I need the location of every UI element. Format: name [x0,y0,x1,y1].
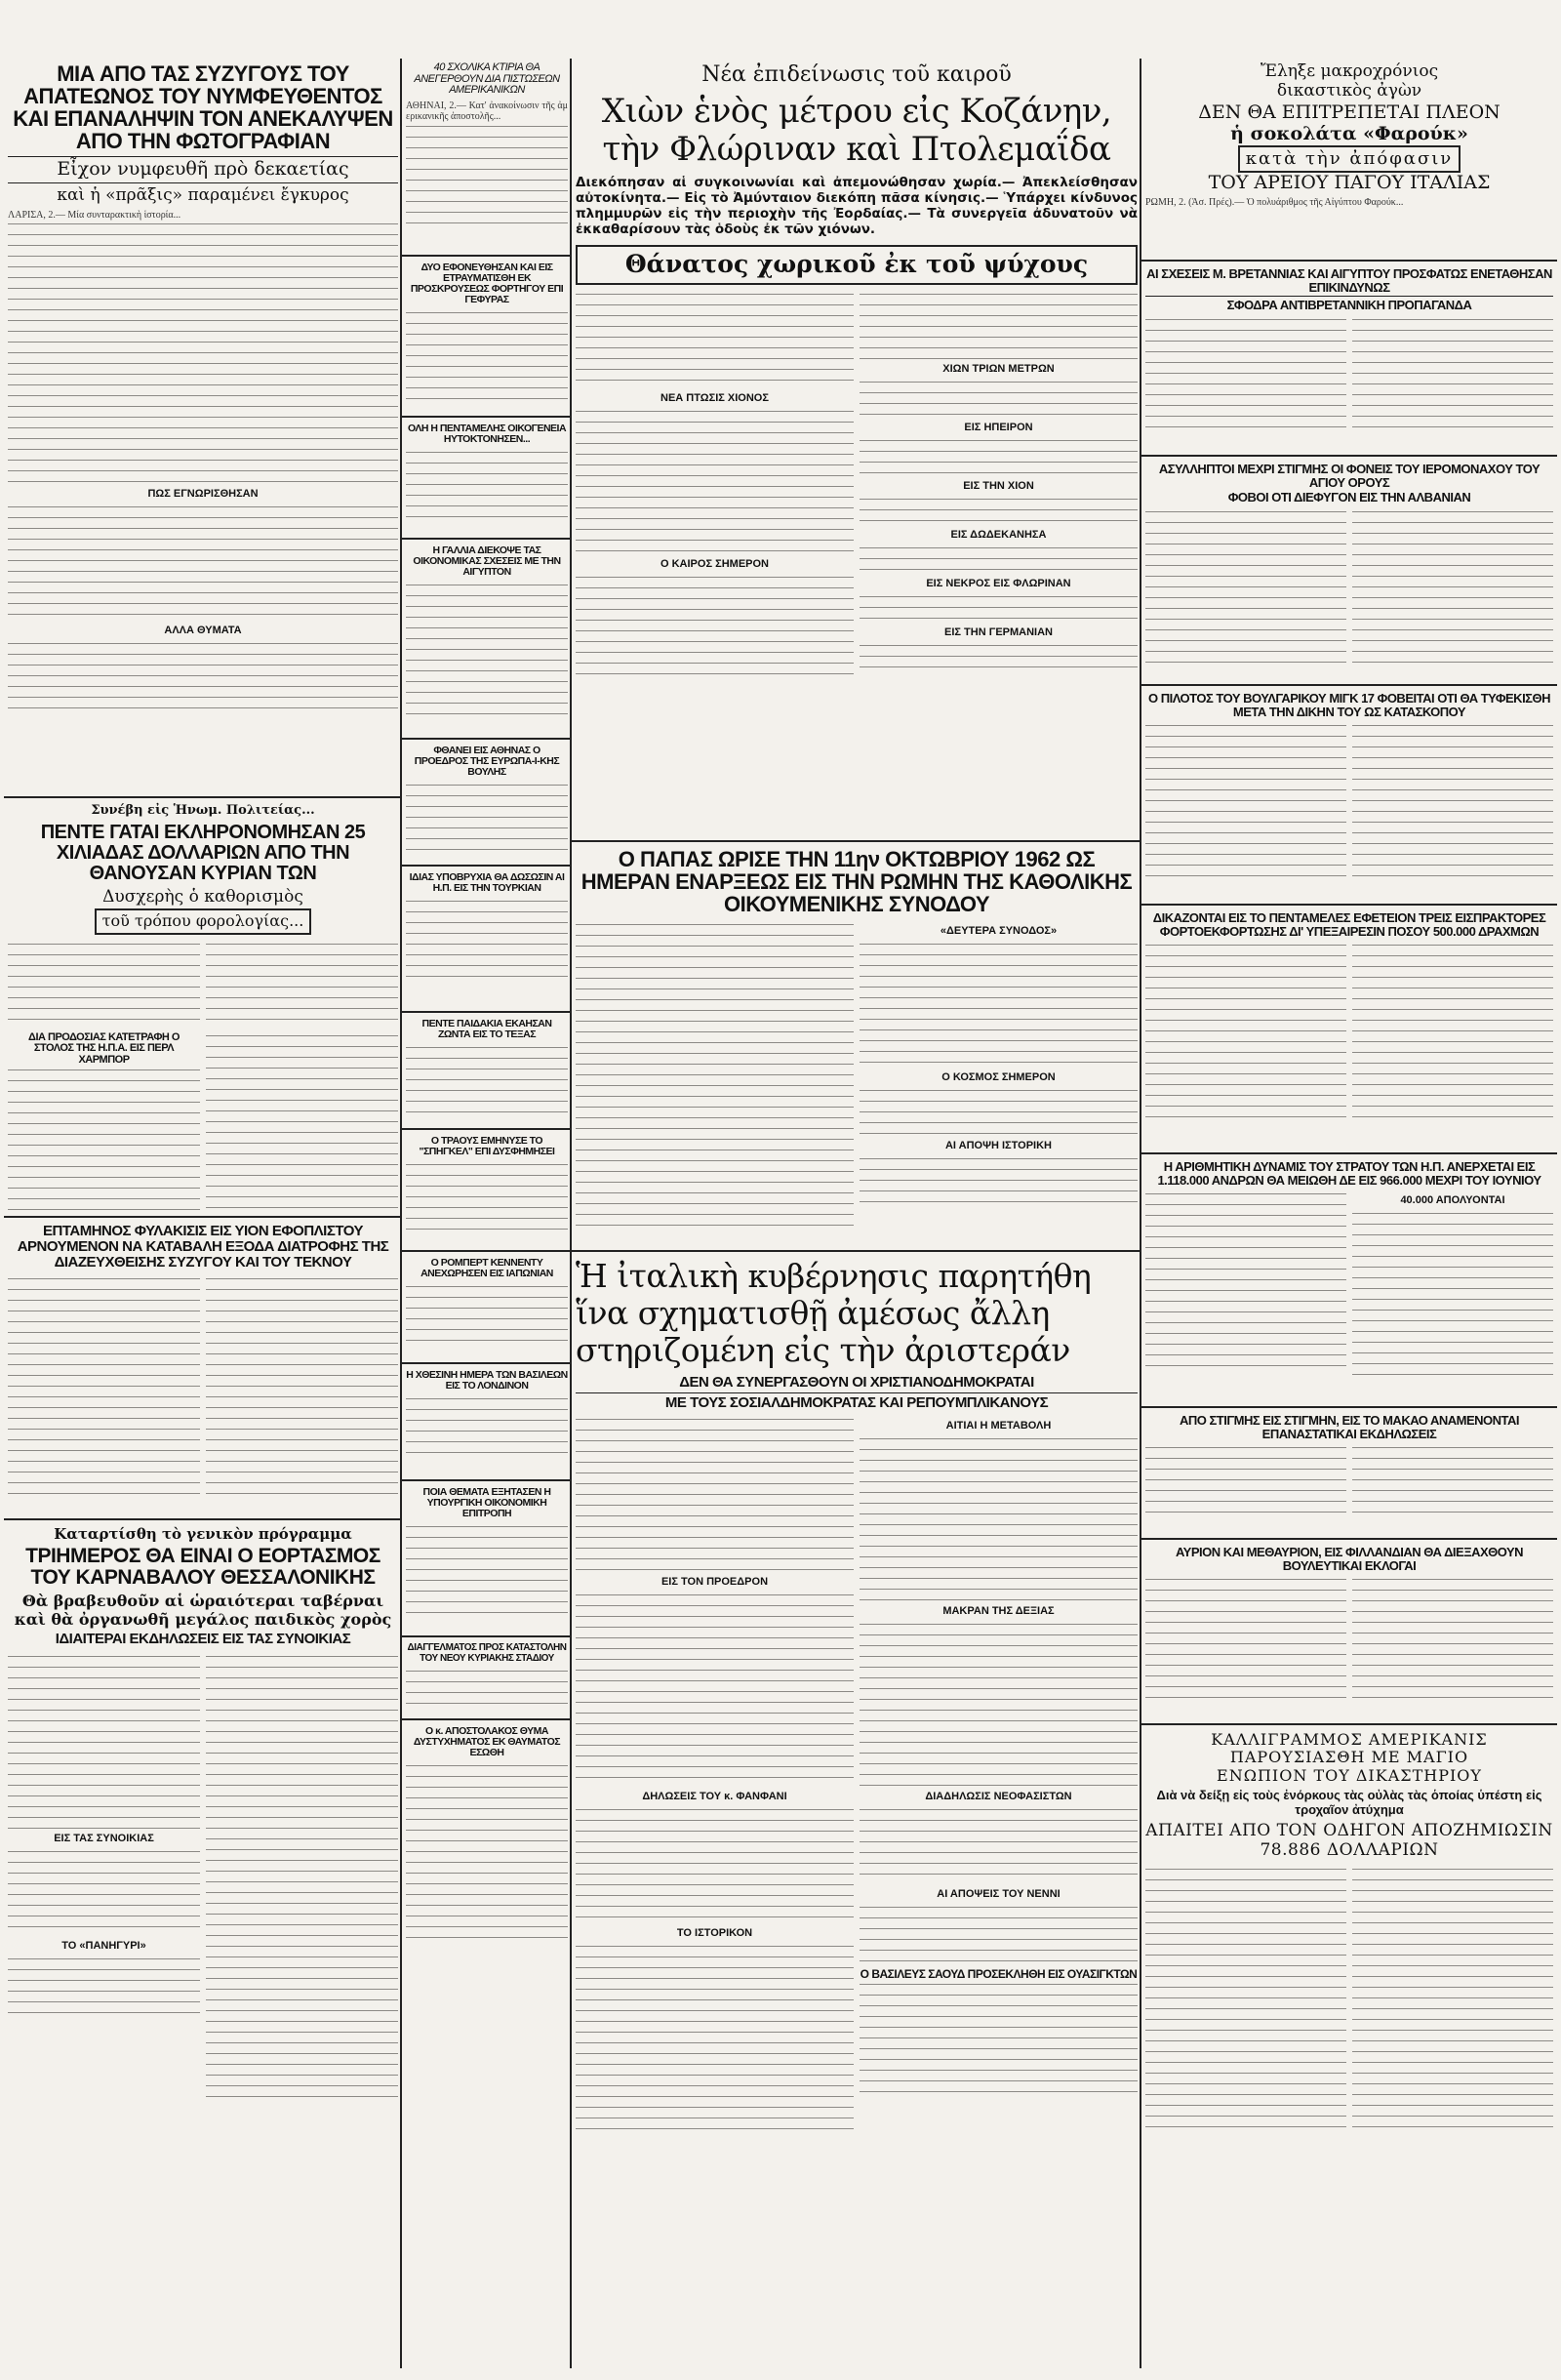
body-text [1145,942,1346,1117]
subheadline: ΑΠΑΙΤΕΙ ΑΠΟ ΤΟΝ ΟΔΗΓΟΝ ΑΠΟΖΗΜΙΩΣΙΝ 78.886 ΔΟΛΛΑΡΙΩΝ [1145,1821,1553,1860]
section-label: ΔΗΛΩΣΕΙΣ ΤΟΥ κ. ΦΑΝΦΑΝΙ [642,1791,787,1803]
headline: ΔΥΟ ΕΦΟΝΕΥΘΗΣΑΝ ΚΑΙ ΕΙΣ ΕΤΡΑΥΜΑΤΙΣΘΗ ΕΚ ΠΡΟΣΚΡΟΥΣΕΩΣ ΦΟΡΤΗΓΟΥ ΕΠΙ ΓΕΦΥΡΑΣ [410,262,564,306]
section-label: Ο ΚΟΣΜΟΣ ΣΗΜΕΡΟΝ [941,1071,1056,1084]
body-text [1352,508,1553,665]
body-text [860,1435,1138,1601]
article-texas [402,1013,572,1130]
article-faruk [1141,57,1557,262]
body-text [8,1848,200,1936]
body-text [576,1416,854,1572]
body-text [860,496,1138,525]
body-text [860,379,1138,418]
body-text [8,221,398,484]
article-shipowner [4,1218,402,1520]
article-stadium [402,1637,572,1720]
body-text [860,545,1138,574]
body-text [206,941,398,1029]
body-text [406,1161,568,1230]
headline: ΠΑΡΟΥΣΙΑΣΘΗ ΜΕ ΜΑΓΙΟ [1229,1748,1469,1767]
body-text [1352,1576,1553,1703]
body-text [1352,1210,1553,1376]
body-text [1352,722,1553,878]
article-army [1141,1154,1557,1408]
body-text [406,1762,568,1938]
kicker: Νέα ἐπιδείνωσις τοῦ καιροῦ [701,62,1012,87]
body-text [860,437,1138,476]
headline: ΔΕΝ ΘΑ ΕΠΙΤΡΕΠΕΤΑΙ ΠΛΕΟΝ [1198,101,1501,124]
body-text [1352,1444,1553,1522]
headline: ἡ σοκολάτα «Φαρούκ» [1230,122,1468,144]
body-text [406,1283,568,1342]
body-text [860,642,1138,671]
section-label: «ΔΕΥΤΕΡΑ ΣΥΝΟΔΟΣ» [940,925,1058,938]
dateline: ΛΑΡΙΣΑ, 2.— Μία συνταρακτικὴ ἱστορία... [8,209,181,221]
body-text [8,504,398,621]
subheadline: Διεκόπησαν αἱ συγκοινωνίαι καὶ ἀπεμονώθησαν χωρία.— Ἀπεκλείσθησαν αὐτοκίνητα.— Εἰς τὸ Ἀμύνταιον διεκόπη πᾶσα κίνησις.— Ὑπάρχει κίνδυνος πλημμυρῶν εἰς τὴν περιοχὴν τῆς Ἐορδαίας.— Τὰ συνεργεῖα ἀδυνατοῦν νὰ ἐκκαθαρίσουν τὰς ὁδοὺς ἐκ τῶν χιόνων. [576,175,1138,238]
section-label: ΧΙΩΝ ΤΡΙΩΝ ΜΕΤΡΩΝ [942,363,1055,376]
section-label: ΑΙ ΑΠΟΨΗ ΙΣΤΟΡΙΚΗ [944,1140,1052,1152]
column-3 [572,57,1141,2370]
body-text [406,898,568,986]
body-text [576,921,854,1233]
headline: ἵνα σχηματισθῇ ἀμέσως ἄλλη [576,1293,1050,1332]
article-finland [1141,1540,1557,1725]
headline: ΕΝΩΠΙΟΝ ΤΟΥ ΔΙΚΑΣΤΗΡΙΟΥ [1217,1765,1482,1785]
subheadline: Θὰ βραβευθοῦν αἱ ὡραιότεραι ταβέρναι [21,1592,384,1611]
article-britain-egypt [1141,262,1557,457]
article-cats [4,798,402,1218]
headline: στηριζομένη εἰς τὴν ἀριστεράν [576,1330,1070,1369]
column-1 [4,57,402,2370]
headline: Ἡ ἰταλικὴ κυβέρνησις παρητήθη [576,1257,1092,1295]
body-text [1145,508,1346,665]
body-text [860,291,1138,359]
headline: ΔΙΑ ΠΡΟΔΟΣΙΑΣ ΚΑΤΕΤΡΑΦΗ Ο ΣΤΟΛΟΣ ΤΗΣ Η.Π.Α. ΕΙΣ ΠΕΡΛ ΧΑΡΜΠΟΡ [28,1030,180,1066]
body-text [206,1032,398,1218]
article-snow [572,57,1141,842]
body-text [406,449,568,517]
body-text [576,408,854,554]
section-label: ΠΩΣ ΕΓΝΩΡΙΣΘΗΣΑΝ [147,488,259,501]
article-france [402,540,572,740]
body-text [576,1943,854,2138]
dateline: ΡΩΜΗ, 2. (Ἀσ. Πρές).— Ὁ πολυάριθμος τῆς Αἰγύπτου Φαρούκ... [1145,197,1404,209]
article-submarines [402,867,572,1013]
headline: ΠΟΙΑ ΘΕΜΑΤΑ ΕΞΗΤΑΣΕΝ Η ΥΠΟΥΡΓΙΚΗ ΟΙΚΟΝΟΜΙΚΗ ΕΠΙΤΡΟΠΗ [422,1486,551,1520]
headline: ΕΠΤΑΜΗΝΟΣ ΦΥΛΑΚΙΣΙΣ ΕΙΣ ΥΙΟΝ ΕΦΟΠΛΙΣΤΟΥ ΑΡΝΟΥΜΕΝΟΝ ΝΑ ΚΑΤΑΒΑΛΗ ΕΞΟΔΑ ΔΙΑΤΡΟΦΗΣ ΤΗΣ ΔΙΑΖΕΥΧΘΕΙΣΗΣ ΣΥΖΥΓΟΥ ΚΑΙ ΤΟΥ ΤΕΚΝΟΥ [17,1223,389,1271]
section-label: ΕΙΣ ΤΗΝ ΧΙΟΝ [963,480,1034,493]
body-text [1145,316,1346,433]
headline: ΚΑΛΛΙΓΡΑΜΜΟΣ ΑΜΕΡΙΚΑΝΙΣ [1211,1730,1488,1749]
body-text [860,1806,1138,1884]
kicker: Καταρτίσθη τὸ γενικὸν πρόγραμμα [54,1525,352,1543]
article-apostolakos [402,1720,572,1955]
column-4 [1141,57,1557,2370]
headline: Η ΧΘΕΣΙΝΗ ΗΜΕΡΑ ΤΩΝ ΒΑΣΙΛΕΩΝ ΕΙΣ ΤΟ ΛΟΝΔΙΝΟΝ [406,1369,568,1392]
headline: Η ΑΡΙΘΜΗΤΙΚΗ ΔΥΝΑΜΙΣ ΤΟΥ ΣΤΡΑΤΟΥ ΤΩΝ Η.Π. ΑΝΕΡΧΕΤΑΙ ΕΙΣ 1.118.000 ΑΝΔΡΩΝ ΘΑ ΜΕΙΩΘΗ ΔΕ ΕΙΣ 966.000 ΜΕΧΡΙ ΤΟΥ ΙΟΥΝΙΟΥ [1157,1159,1541,1188]
article-committee [402,1481,572,1637]
kicker: Συνέβη εἰς Ἡνωμ. Πολιτείας... [91,803,315,818]
section-label: ΕΙΣ ΤΑΣ ΣΥΝΟΙΚΙΑΣ [54,1832,154,1844]
body-text [406,123,568,230]
headline: Ο ΠΑΠΑΣ ΩΡΙΣΕ ΤΗΝ 11ην ΟΚΤΩΒΡΙΟΥ 1962 ΩΣ ΗΜΕΡΑΝ ΕΝΑΡΞΕΩΣ ΕΙΣ ΤΗΝ ΡΩΜΗΝ ΤΗΣ ΚΑΘΟΛΙΚΗΣ ΟΙΚΟΥΜΕΝΙΚΗΣ ΣΥΝΟΔΟΥ [580,847,1133,917]
headline: Ο κ. ΑΠΟΣΤΟΛΑΚΟΣ ΘΥΜΑ ΔΥΣΤΥΧΗΜΑΤΟΣ ΕΚ ΘΑΥΜΑΤΟΣ ΕΣΩΘΗ [413,1725,561,1759]
body-text [1352,942,1553,1117]
article-kennedy [402,1252,572,1364]
article-kings [402,1364,572,1481]
headline: ΑΥΡΙΟΝ ΚΑΙ ΜΕΘΑΥΡΙΟΝ, ΕΙΣ ΦΙΛΛΑΝΔΙΑΝ ΘΑ ΔΙΕΞΑΧΘΟΥΝ ΒΟΥΛΕΥΤΙΚΑΙ ΕΚΛΟΓΑΙ [1175,1545,1524,1573]
headline: ΤΟΥ ΑΡΕΙΟΥ ΠΑΓΟΥ ΙΤΑΛΙΑΣ [1208,172,1491,194]
body-text [1145,1866,1346,2129]
section-label: ΕΙΣ ΝΕΚΡΟΣ ΕΙΣ ΦΛΩΡΙΝΑΝ [926,578,1071,590]
article-bikini [1141,1725,1557,2174]
body-text [1145,1444,1346,1522]
headline: ΠΕΝΤΕ ΠΑΙΔΑΚΙΑ ΕΚΑΗΣΑΝ ΖΩΝΤΑ ΕΙΣ ΤΟ ΤΕΞΑΣ [421,1018,552,1041]
dateline: ΑΘΗΝΑΙ, 2.— Κατ' ἀνακοίνωσιν τῆς ἀμερικανικῆς ἀποστολῆς... [406,100,568,123]
body-text [206,1275,398,1500]
body-text [860,1981,1138,2098]
subheadline: Εἶχον νυμφευθῆ πρὸ δεκαετίας [8,156,398,183]
section-label: ΕΙΣ ΤΟΝ ΠΡΟΕΔΡΟΝ [660,1576,769,1589]
body-text [8,1956,200,2014]
article-president [402,740,572,867]
body-text [8,1653,200,1829]
section-label: ΕΙΣ ΗΠΕΙΡΟΝ [964,422,1033,434]
body-text [8,1275,200,1500]
article-mig [1141,686,1557,906]
article-schools [402,57,572,257]
body-text [860,1904,1138,1962]
section-label: ΑΙΤΙΑΙ Η ΜΕΤΑΒΟΛΗ [945,1420,1052,1432]
section-label: ΕΙΣ ΤΗΝ ΓΕΡΜΑΝΙΑΝ [944,626,1053,639]
section-label: 40.000 ΑΠΟΛΥΟΝΤΑΙ [1400,1194,1505,1207]
body-text [1145,1190,1346,1376]
article-family [402,418,572,540]
body-text [576,291,854,388]
section-label: ΑΙ ΑΠΟΨΕΙΣ ΤΟΥ ΝΕΝΝΙ [937,1888,1061,1901]
body-text [1145,722,1346,878]
subheadline: ΣΦΟΔΡΑ ΑΝΤΙΒΡΕΤΑΝΝΙΚΗ ΠΡΟΠΑΓΑΝΔΑ [1145,296,1553,312]
headline: Θάνατος χωρικοῦ ἐκ τοῦ ψύχους [576,245,1138,285]
headline: Ο ΠΙΛΟΤΟΣ ΤΟΥ ΒΟΥΛΓΑΡΙΚΟΥ ΜΙΓΚ 17 ΦΟΒΕΙΤΑΙ ΟΤΙ ΘΑ ΤΥΦΕΚΙΣΘΗ ΜΕΤΑ ΤΗΝ ΔΙΚΗΝ ΤΟΥ ΩΣ ΚΑΤΑΣΚΟΠΟΥ [1148,691,1550,719]
headline: ΦΘΑΝΕΙ ΕΙΣ ΑΘΗΝΑΣ Ο ΠΡΟΕΔΡΟΣ ΤΗΣ ΕΥΡΩΠΑ-Ι-ΚΗΣ ΒΟΥΛΗΣ [414,745,560,779]
section-label: Ο ΚΑΙΡΟΣ ΣΗΜΕΡΟΝ [660,558,769,571]
body-text [860,593,1138,623]
body-text [406,582,568,718]
body-text [406,782,568,852]
body-text [1145,1576,1346,1703]
subheadline: ΔΕΝ ΘΑ ΣΥΝΕΡΓΑΣΘΟΥΝ ΟΙ ΧΡΙΣΤΙΑΝΟΔΗΜΟΚΡΑΤΑΙ [679,1373,1034,1391]
article-council [572,842,1141,1252]
body-text [1352,1866,1553,2129]
kicker: δικαστικὸς ἀγὼν [1276,80,1422,101]
headline: Ο ΒΑΣΙΛΕΥΣ ΣΑΟΥΔ ΠΡΟΣΕΚΛΗΘΗ ΕΙΣ ΟΥΑΣΙΓΚΤΩΝ [860,1967,1138,1982]
column-2 [402,57,572,2370]
section-label: ΜΑΚΡΑΝ ΤΗΣ ΔΕΞΙΑΣ [942,1605,1055,1618]
article-italy [572,1252,1141,2364]
body-text [860,941,1138,1068]
body-text [576,574,854,681]
headline: Η ΓΑΛΛΙΑ ΔΙΕΚΟΨΕ ΤΑΣ ΟΙΚΟΝΟΜΙΚΑΣ ΣΧΕΣΕΙΣ ΜΕ ΤΗΝ ΑΙΓΥΠΤΟΝ [413,545,561,579]
section-label: ΑΛΛΑ ΘΥΜΑΤΑ [164,625,242,637]
section-label: ΝΕΑ ΠΤΩΣΙΣ ΧΙΟΝΟΣ [660,392,769,405]
article-court [1141,906,1557,1154]
article-bridge [402,257,572,418]
headline: ΑΣΥΛΛΗΠΤΟΙ ΜΕΧΡΙ ΣΤΙΓΜΗΣ ΟΙ ΦΟΝΕΙΣ ΤΟΥ ΙΕΡΟΜΟΝΑΧΟΥ ΤΟΥ ΑΓΙΟΥ ΟΡΟΥΣ [1158,462,1541,490]
subheadline: ΙΔΙΑΙΤΕΡΑΙ ΕΚΔΗΛΩΣΕΙΣ ΕΙΣ ΤΑΣ ΣΥΝΟΙΚΙΑΣ [55,1631,351,1648]
article-macao [1141,1408,1557,1540]
body-text [406,1523,568,1616]
subheadline: καὶ ἡ «πρᾶξις» παραμένει ἔγκυρος [57,185,349,206]
headline: ΤΡΙΗΜΕΡΟΣ ΘΑ ΕΙΝΑΙ Ο ΕΟΡΤΑΣΜΟΣ ΤΟΥ ΚΑΡΝΑΒΑΛΟΥ ΘΕΣΣΑΛΟΝΙΚΗΣ [25,1545,380,1590]
headline: Ο ΡΟΜΠΕΡΤ ΚΕΝΝΕΝΤΥ ΑΝΕΧΩΡΗΣΕΝ ΕΙΣ ΙΑΠΩΝΙΑΝ [420,1257,553,1280]
section-label: ΕΙΣ ΔΩΔΕΚΑΝΗΣΑ [950,529,1047,542]
kicker: Ἔληξε μακροχρόνιος [1260,61,1439,81]
body-text [406,309,568,407]
body-text [206,1653,398,2102]
headline: τὴν Φλώριναν καὶ Πτολεμαΐδα [602,130,1111,170]
body-text [8,640,398,718]
article-spiegel [402,1130,572,1252]
article-swindler [4,57,402,798]
subheadline: κατὰ τὴν ἀπόφασιν [1238,145,1461,174]
section-label: ΤΟ ΙΣΤΟΡΙΚΟΝ [676,1927,753,1940]
body-text [8,1067,200,1213]
subheadline: τοῦ τρόπου φορολογίας... [95,908,312,934]
body-text [406,1395,568,1459]
body-text [406,1668,568,1707]
headline: ΟΛΗ Η ΠΕΝΤΑΜΕΛΗΣ ΟΙΚΟΓΕΝΕΙΑ ΗΥΤΟΚΤΟΝΗΣΕΝ... [407,423,567,446]
headline: ΙΔΙΑΣ ΥΠΟΒΡΥΧΙΑ ΘΑ ΔΩΣΩΣΙΝ ΑΙ Η.Π. ΕΙΣ ΤΗΝ ΤΟΥΡΚΙΑΝ [409,871,565,895]
body-text [860,1621,1138,1787]
body-text [860,1087,1138,1136]
article-carnival [4,1520,402,2369]
article-athos [1141,457,1557,686]
headline: ΑΠΟ ΣΤΙΓΜΗΣ ΕΙΣ ΣΤΙΓΜΗΝ, ΕΙΣ ΤΟ ΜΑΚΑΟ ΑΝΑΜΕΝΟΝΤΑΙ ΕΠΑΝΑΣΤΑΤΙΚΑΙ ΕΚΔΗΛΩΣΕΙΣ [1179,1413,1520,1441]
body-text [576,1592,854,1787]
body-text [1352,316,1553,433]
headline: ΔΙΑΓΓΕΛΜΑΤΟΣ ΠΡΟΣ ΚΑΤΑΣΤΟΛΗΝ ΤΟΥ ΝΕΟΥ ΚΥΡΙΑΚΗΣ ΣΤΑΔΙΟΥ [407,1642,567,1664]
body-text [406,1044,568,1114]
subheadline: Διὰ νὰ δείξῃ εἰς τοὺς ἐνόρκους τὰς οὐλὰς τὰς ὁποίας ὑπέστη εἰς τροχαῖον ἀτύχημα [1156,1788,1542,1818]
headline: ΔΙΚΑΖΟΝΤΑΙ ΕΙΣ ΤΟ ΠΕΝΤΑΜΕΛΕΣ ΕΦΕΤΕΙΟΝ ΤΡΕΙΣ ΕΙΣΠΡΑΚΤΟΡΕΣ ΦΟΡΤΟΕΚΦΟΡΤΩΣΗΣ ΔΙ' ΥΠΕΞΑΙΡΕΣΙΝ ΠΟΣΟΥ 500.000 ΔΡΑΧΜΩΝ [1152,910,1546,939]
subheadline: ΜΕ ΤΟΥΣ ΣΟΣΙΑΛΔΗΜΟΚΡΑΤΑΣ ΚΑΙ ΡΕΠΟΥΜΠΛΙΚΑΝΟΥΣ [576,1392,1138,1411]
headline: Ο ΤΡΑΟΥΣ ΕΜΗΝΥΣΕ ΤΟ "ΣΠΗΓΚΕΛ" ΕΠΙ ΔΥΣΦΗΜΗΣΕΙ [419,1135,555,1158]
subheadline: καὶ θὰ ὀργανωθῆ μεγάλος παιδικὸς χορὸς [14,1609,392,1629]
headline: 40 ΣΧΟΛΙΚΑ ΚΤΙΡΙΑ ΘΑ ΑΝΕΓΕΡΘΟΥΝ ΔΙΑ ΠΙΣΤΩΣΕΩΝ ΑΜΕΡΙΚΑΝΙΚΩΝ [414,61,560,97]
section-label: ΤΟ «ΠΑΝΗΓΥΡΙ» [61,1939,146,1952]
body-text [860,1155,1138,1204]
subheadline: Δυσχερὴς ὁ καθορισμὸς [102,886,303,907]
headline: Χιὼν ἑνὸς μέτρου εἰς Κοζάνην, [601,92,1112,132]
section-label: ΔΙΑΔΗΛΩΣΙΣ ΝΕΟΦΑΣΙΣΤΩΝ [925,1791,1072,1803]
headline: ΑΙ ΣΧΕΣΕΙΣ Μ. ΒΡΕΤΑΝΝΙΑΣ ΚΑΙ ΑΙΓΥΠΤΟΥ ΠΡΟΣΦΑΤΩΣ ΕΝΕΤΑΘΗΣΑΝ ΕΠΙΚΙΝΔΥΝΩΣ [1146,266,1552,295]
headline: ΠΕΝΤΕ ΓΑΤΑΙ ΕΚΛΗΡΟΝΟΜΗΣΑΝ 25 ΧΙΛΙΑΔΑΣ ΔΟΛΛΑΡΙΩΝ ΑΠΟ ΤΗΝ ΘΑΝΟΥΣΑΝ ΚΥΡΙΑΝ ΤΩΝ [40,821,366,884]
headline: ΜΙΑ ΑΠΟ ΤΑΣ ΣΥΖΥΓΟΥΣ ΤΟΥ ΑΠΑΤΕΩΝΟΣ ΤΟΥ ΝΥΜΦΕΥΘΕΝΤΟΣ ΚΑΙ ΕΠΑΝΑΛΗΨΙΝ ΤΟΝ ΑΝΕΚΑΛΥΨΕΝ ΑΠΟ ΤΗΝ ΦΩΤΟΓΡΑΦΙΑΝ [13,61,393,154]
body-text [8,941,200,1029]
body-text [576,1806,854,1923]
subheadline: ΦΟΒΟΙ ΟΤΙ ΔΙΕΦΥΓΟΝ ΕΙΣ ΤΗΝ ΑΛΒΑΝΙΑΝ [1227,490,1471,505]
